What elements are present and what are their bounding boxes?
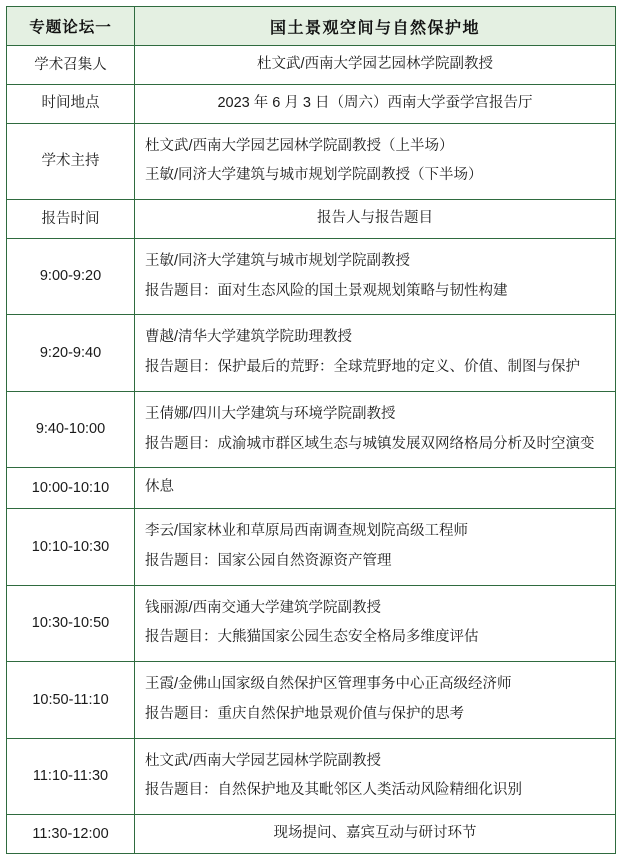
row-content: 休息: [145, 479, 174, 496]
table-row: [7, 200, 616, 239]
row-label-cell: [7, 738, 135, 815]
row-content-cell: [135, 509, 616, 586]
row-label: 9:00-9:20: [39, 268, 102, 285]
row-label-cell: [7, 662, 135, 739]
topic-line: 报告题目：自然保护地及其毗邻区人类活动风险精细化识别: [145, 782, 522, 799]
row-content-cell: [135, 46, 616, 85]
table-row: [7, 315, 616, 392]
table-row: [7, 238, 616, 315]
row-content: 2023 年 6 月 3 日（周六）西南大学蚕学宫报告厅: [217, 94, 533, 111]
row-content: 杜文武/西南大学园艺园林学院副教授: [256, 56, 494, 72]
row-content: 报告人与报告题目: [317, 210, 433, 226]
table-row: [7, 84, 616, 123]
table-row: [7, 391, 616, 468]
row-content: [135, 739, 615, 815]
forum-theme: 国土景观空间与自然保护地: [269, 19, 480, 37]
row-content: [135, 509, 615, 585]
row-label: 9:20-9:40: [39, 344, 102, 361]
topic-line: 王敏/同济大学建筑与城市规划学院副教授（下半场）: [145, 167, 483, 184]
topic-line: 报告题目：面对生态风险的国土景观规划策略与韧性构建: [145, 282, 508, 299]
table-row: [7, 509, 616, 586]
row-content-cell: [135, 200, 616, 239]
forum-title: 专题论坛一: [29, 19, 112, 36]
table-row: [7, 662, 616, 739]
row-label-cell: [7, 238, 135, 315]
speaker-line: 钱丽源/西南交通大学建筑学院副教授: [145, 599, 382, 616]
row-content-cell: [135, 391, 616, 468]
row-content: [135, 124, 615, 200]
agenda-table: [6, 6, 616, 854]
table-row: [7, 585, 616, 662]
row-label-cell: [7, 509, 135, 586]
row-content: [135, 586, 615, 662]
speaker-line: 王敏/同济大学建筑与城市规划学院副教授: [145, 252, 411, 269]
row-label: 11:30-12:00: [32, 825, 109, 842]
row-label-cell: [7, 84, 135, 123]
row-content-cell: [135, 738, 616, 815]
row-label-cell: [7, 391, 135, 468]
row-content-cell: [135, 585, 616, 662]
row-label: 9:40-10:00: [35, 421, 106, 438]
speaker-line: 王霞/金佛山国家级自然保护区管理事务中心正高级经济师: [145, 676, 512, 692]
speaker-line: 王倩娜/四川大学建筑与环境学院副教授: [145, 405, 396, 422]
row-content: [135, 662, 615, 738]
row-label: 11:10-11:30: [32, 768, 109, 785]
row-label-cell: [7, 200, 135, 239]
row-content-cell: [135, 315, 616, 392]
row-label: 学术主持: [41, 153, 100, 170]
topic-line: 报告题目：保护最后的荒野：全球荒野地的定义、价值、制图与保护: [145, 359, 580, 375]
row-content: [135, 315, 615, 391]
speaker-line: 曹越/清华大学建筑学院助理教授: [145, 329, 353, 346]
row-content-cell: [135, 238, 616, 315]
row-content: 现场提问、嘉宾互动与研讨环节: [273, 825, 477, 841]
speaker-line: 杜文武/西南大学园艺园林学院副教授: [145, 752, 382, 769]
row-content-cell: [135, 84, 616, 123]
row-content-cell: [135, 123, 616, 200]
speaker-line: 李云/国家林业和草原局西南调查规划院高级工程师: [145, 523, 469, 539]
row-label-cell: [7, 585, 135, 662]
agenda-header-row: [7, 7, 616, 46]
forum-title-cell: [7, 7, 135, 46]
row-content-cell: [135, 468, 616, 509]
topic-line: 报告题目：成渝城市群区域生态与城镇发展双网络格局分析及时空演变: [145, 435, 595, 452]
row-label: 时间地点: [41, 95, 100, 112]
row-label-cell: [7, 123, 135, 200]
row-label: 10:50-11:10: [32, 691, 109, 708]
row-label: 学术召集人: [34, 56, 107, 73]
row-label: 10:30-10:50: [31, 615, 110, 632]
topic-line: 报告题目：大熊猫国家公园生态安全格局多维度评估: [145, 629, 479, 646]
row-content-cell: [135, 815, 616, 854]
table-row: [7, 468, 616, 509]
forum-theme-cell: [135, 7, 616, 46]
row-content: [135, 239, 615, 315]
table-row: [7, 815, 616, 854]
row-label-cell: [7, 315, 135, 392]
topic-line: 报告题目：国家公园自然资源资产管理: [145, 552, 392, 569]
agenda-table-body: [7, 7, 616, 854]
topic-line: 报告题目：重庆自然保护地景观价值与保护的思考: [145, 705, 464, 722]
row-label: 10:00-10:10: [31, 479, 110, 496]
row-label-cell: [7, 46, 135, 85]
table-row: [7, 738, 616, 815]
row-label-cell: [7, 815, 135, 854]
table-row: [7, 123, 616, 200]
row-label: 10:10-10:30: [31, 538, 110, 555]
speaker-line: 杜文武/西南大学园艺园林学院副教授（上半场）: [145, 137, 454, 154]
row-content: [135, 392, 615, 468]
table-row: [7, 46, 616, 85]
row-label: 报告时间: [41, 210, 100, 227]
row-label-cell: [7, 468, 135, 509]
row-content-cell: [135, 662, 616, 739]
